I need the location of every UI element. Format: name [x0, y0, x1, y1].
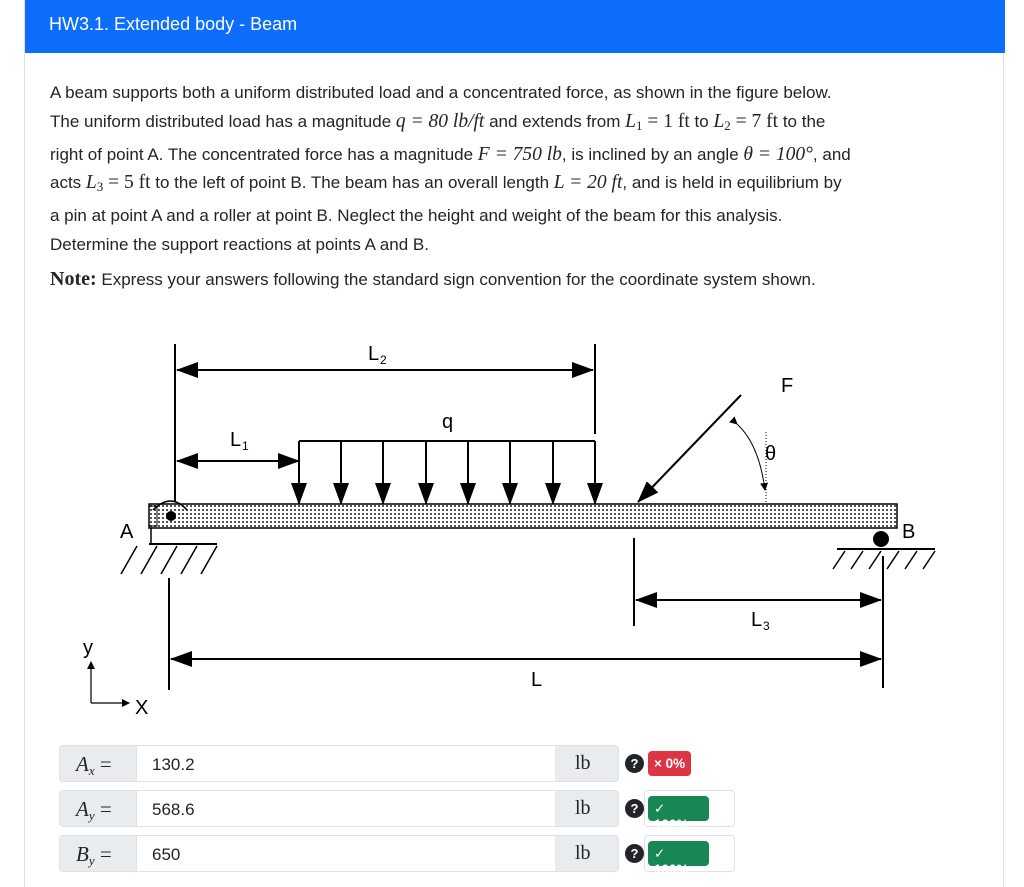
label-theta: θ [765, 443, 777, 465]
beam [149, 504, 897, 528]
note-label: Note: [50, 268, 97, 290]
beam-diagram-svg [25, 320, 965, 720]
answer-unit-by: lb [555, 835, 619, 872]
question-title: HW3.1. Extended body - Beam [25, 0, 1005, 53]
force-f [638, 375, 793, 504]
distributed-load-q [299, 411, 595, 504]
label-x-axis: X [135, 697, 149, 719]
problem-statement [50, 79, 990, 260]
question-card [24, 0, 1004, 887]
answer-input-ay[interactable]: 568.6 [136, 790, 556, 827]
problem-line-1: A beam supports both a uniform distributed load and a concentrated force, as shown in the figure below. [50, 83, 832, 102]
label-l: L [531, 669, 543, 691]
dimension-l1 [177, 429, 299, 461]
problem-line-5: a pin at point A and a roller at point B. Neglect the height and weight of the beam for this analysis. [50, 206, 783, 226]
label-l3: L [751, 609, 763, 631]
label-l1: L [230, 429, 242, 451]
sign-convention-note [50, 268, 816, 291]
answer-row-by [59, 835, 709, 877]
label-l3-sub: 3 [763, 619, 770, 633]
label-y-axis: y [83, 637, 93, 659]
label-a: A [120, 521, 134, 543]
help-icon[interactable]: ? [625, 844, 644, 863]
beam-diagram [25, 320, 965, 725]
answer-input-ax[interactable]: 130.2 [136, 745, 556, 782]
label-b: B [902, 521, 916, 543]
label-l2: L [368, 343, 380, 365]
answer-row-ay [59, 790, 709, 832]
score-badge-ax: × 0% [648, 751, 691, 776]
answer-label-ax: Ax = [59, 745, 137, 782]
answer-label-ay: Ay = [59, 790, 137, 827]
answer-row-ax [59, 745, 709, 782]
label-q: q [442, 411, 454, 433]
coordinate-axes [83, 637, 148, 719]
answer-unit-ax: lb [555, 745, 619, 782]
problem-line-2: The uniform distributed load has a magnitude q = 80 lb/ft and extends from $L_1 = 1$ ft to $L_2 = 7$ ft to the [50, 110, 826, 133]
score-badge-by: ✓ 100% [648, 841, 709, 866]
label-l2-sub: 2 [380, 353, 387, 367]
problem-line-3: right of point A. The concentrated force has a magnitude F = 750 lb, is inclined by an angle θ = 100°, and [50, 143, 851, 165]
help-icon[interactable]: ? [625, 754, 644, 773]
problem-line-6: Determine the support reactions at points A and B. [50, 234, 429, 254]
note-text: Express your answers following the standard sign convention for the coordinate system shown. [96, 270, 816, 289]
label-l1-sub: 1 [242, 439, 249, 453]
label-f: F [781, 375, 794, 397]
problem-line-4: acts $L_3 = 5$ ft to the left of point B. The beam has an overall length L = 20 ft, and is held in equilibrium by [50, 172, 842, 195]
answer-inputs [59, 745, 709, 880]
dimension-l [169, 578, 881, 691]
score-badge-ay: ✓ 100% [648, 796, 709, 821]
answer-input-by[interactable]: 650 [136, 835, 556, 872]
answer-label-by: By = [59, 835, 137, 872]
dimension-l2 [175, 343, 595, 502]
answer-unit-ay: lb [555, 790, 619, 827]
dimension-l3 [634, 538, 883, 688]
help-icon[interactable]: ? [625, 799, 644, 818]
